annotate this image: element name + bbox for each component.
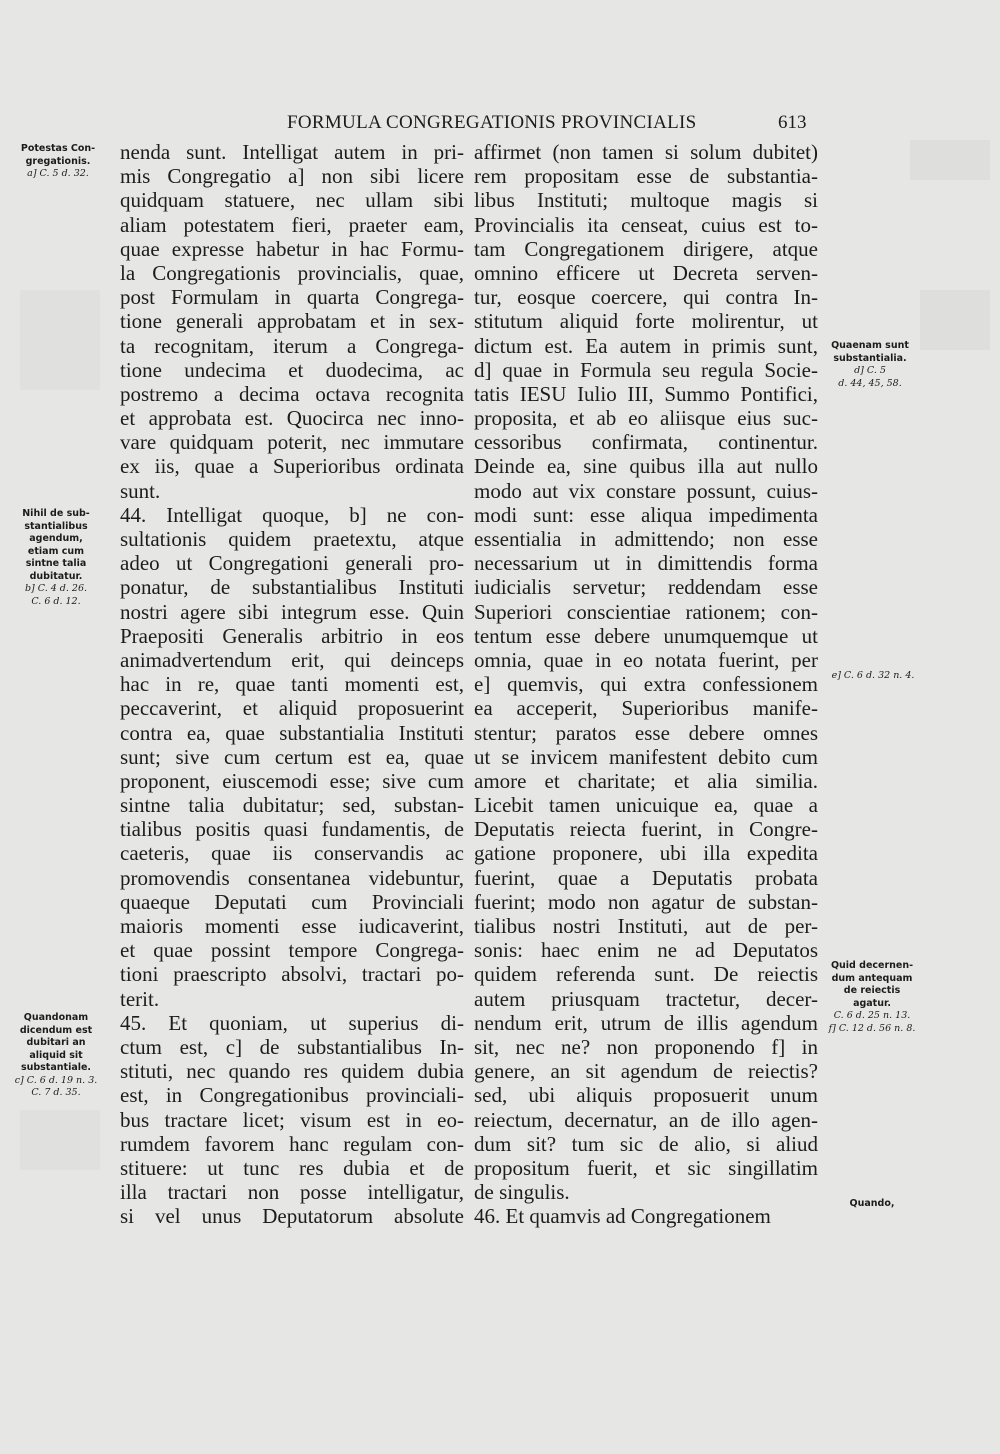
margin-note-title: dubitari an [26, 1037, 86, 1048]
text-line: ponatur, de substantialibus Instituti [120, 575, 464, 600]
text-line: stituere: ut tunc res dubia et de [120, 1155, 464, 1180]
margin-note-title: Potestas Con- [20, 143, 96, 154]
text-line: dum sit? tum sic de alio, si aliud [474, 1131, 818, 1156]
text-line: promovendis consentanea videbuntur, [120, 865, 464, 890]
text-line: iudicialis servetur; reddendam esse [474, 575, 818, 600]
margin-note-reference: d. 44, 45, 58. [838, 377, 902, 389]
text-line: rem propositam esse de substantia- [474, 164, 818, 189]
text-line: ctum est, c] de substantialibus In- [120, 1034, 464, 1059]
text-line: tam Congregationem dirigere, atque [474, 236, 818, 261]
text-line: tione generali approbatam et in sex- [120, 309, 464, 334]
text-line: Deputatis reiecta fuerint, in Congre- [474, 817, 818, 842]
margin-note-right-1 [820, 340, 920, 390]
text-line: rumdem favorem hanc regulam con- [120, 1131, 464, 1156]
page-number: 613 [778, 112, 807, 133]
text-line: est, in Congregationibus provinciali- [120, 1083, 464, 1108]
margin-note-left-2 [10, 508, 102, 608]
margin-note-right-3 [822, 960, 922, 1035]
margin-note-title: agatur. [853, 997, 891, 1009]
text-line: Superiori conscientiae rationem; con- [474, 599, 818, 624]
text-line: 44. Intelligat quoque, b] ne con- [120, 502, 464, 527]
margin-note-title: substantiale. [20, 1062, 92, 1073]
text-line: gatione proponere, ubi illa expedita [474, 841, 818, 866]
margin-note-reference: C. 6 d. 25 n. 13. [833, 1010, 911, 1021]
margin-note-reference: f] C. 12 d. 56 n. 8. [828, 1022, 916, 1034]
margin-note-title: agendum, [29, 533, 83, 544]
text-line: omnia, quae in eo notata fuerint, per [474, 647, 818, 672]
margin-note-right-2 [818, 670, 928, 683]
margin-note-title: dubitatur. [29, 570, 83, 582]
text-line: ex iis, quae a Superioribus ordinata [120, 454, 464, 479]
text-line: ut se invicem manifestent debito cum [474, 744, 818, 769]
text-line: stituti, nec quando res quidem dubia [120, 1059, 464, 1084]
margin-note-title: Quando, [849, 1198, 895, 1209]
text-line: post Formulam in quarta Congrega- [120, 285, 464, 310]
text-line: modi sunt: esse aliqua impedimenta [474, 502, 818, 527]
text-line: modo aut vix constare possunt, cuius- [474, 478, 818, 503]
text-line: mis Congregatio a] non sibi licere [120, 164, 464, 189]
text-line: caeteris, quae iis conservandis ac [120, 841, 464, 866]
margin-note-title: aliquid sit [29, 1049, 83, 1061]
text-line: tentum esse debere unumquemque ut [474, 623, 818, 648]
text-line: si vel unus Deputatorum absolute [120, 1204, 464, 1229]
text-line: tur, eosque coercere, qui contra In- [474, 285, 818, 310]
margin-note-reference: d] C. 5 [854, 365, 886, 376]
text-line: d] quae in Formula seu regula Socie- [474, 357, 818, 382]
right-text-column [474, 140, 818, 1228]
bleed-through-mark [20, 1110, 100, 1170]
margin-note-reference: c] C. 6 d. 19 n. 3. [14, 1074, 98, 1086]
text-line: e] quemvis, qui extra confessionem [474, 672, 818, 697]
text-line: 45. Et quoniam, ut superius di- [120, 1010, 464, 1035]
text-line: ea acceperit, Superioribus manife- [474, 696, 818, 721]
text-line: et approbata est. Quocirca nec inno- [120, 406, 464, 431]
margin-note-title: etiam cum [27, 545, 85, 557]
margin-note-reference: C. 6 d. 12. [31, 595, 81, 607]
margin-note-title: de reiectis [843, 985, 901, 996]
margin-note-title: Quaenam sunt [831, 340, 909, 351]
margin-note-reference: e] C. 6 d. 32 n. 4. [831, 670, 915, 681]
running-header-title: FORMULA CONGREGATIONIS PROVINCIALIS [287, 112, 697, 133]
text-line: sunt; sive cum certum est ea, quae [120, 744, 464, 769]
margin-note-right-4 [822, 1198, 922, 1211]
text-line: hac in re, quae tanti momenti est, [120, 672, 464, 697]
margin-note-title: dum antequam [831, 972, 913, 984]
text-line: sunt. [120, 478, 161, 503]
text-line: tialibus positis quasi fundamentis, de [120, 817, 464, 842]
margin-note-left-3 [10, 1012, 102, 1100]
margin-note-title: gregationis. [25, 155, 91, 167]
text-line: libus Instituti; multoque magis si [474, 188, 818, 213]
text-line: vare quidquam poterit, nec immutare [120, 430, 464, 455]
text-line: aliam potestatem fieri, praeter eam, [120, 212, 464, 237]
text-line: nendum erit, utrum de illis agendum [474, 1010, 818, 1035]
bleed-through-mark [20, 290, 100, 390]
bleed-through-mark [920, 290, 990, 350]
text-line: autem priusquam tractetur, decer- [474, 986, 818, 1011]
text-line: amore et charitate; et alia similia. [474, 768, 818, 793]
margin-note-title: substantialia. [833, 352, 907, 364]
text-line: adeo ut Congregationi generali pro- [120, 551, 464, 576]
margin-note-title: dicendum est [19, 1024, 93, 1036]
margin-note-reference: b] C. 4 d. 26. [24, 583, 88, 594]
text-line: postremo a decima octava recognita [120, 381, 464, 406]
text-line: fuerint, quae a Deputatis probata [474, 865, 818, 890]
margin-note-title: Nihil de sub- [22, 508, 90, 519]
text-line: sultationis quidem praetextu, atque [120, 527, 464, 551]
text-line: dictum est. Ea autem in primis sunt, [474, 333, 818, 358]
margin-note-title: Quid decernen- [830, 960, 914, 971]
text-line: maioris momenti esse iudicaverint, [120, 914, 464, 938]
text-line: animadvertendum erit, qui deinceps [120, 647, 464, 672]
text-line: sintne talia dubitatur; sed, substan- [120, 793, 464, 818]
text-line: propositum fuerit, et sic singillatim [474, 1155, 818, 1180]
text-line: proposita, et ab eo aliisque eius suc- [474, 406, 818, 431]
text-line: contra ea, quae substantialia Instituti [120, 720, 464, 745]
text-line: tialibus nostri Instituti, aut de per- [474, 914, 818, 938]
text-line: ta recognitam, iterum a Congrega- [120, 333, 464, 358]
margin-note-title: Quandonam [23, 1012, 89, 1023]
text-line: illa tractari non posse intelligatur, [120, 1180, 464, 1205]
margin-note-left-1 [12, 143, 104, 181]
text-line: sit, nec ne? non proponendo f] in [474, 1034, 818, 1059]
text-line: quae expresse habetur in hac Formu- [120, 236, 464, 261]
text-line: tione undecima et duodecima, ac [120, 357, 464, 382]
text-line: reiectum, decernatur, an de illo agen- [474, 1107, 818, 1132]
text-line: Deinde ea, sine quibus illa aut nullo [474, 454, 818, 479]
text-line: proponent, eiuscemodi esse; sive cum [120, 768, 464, 793]
text-line: peccaverint, et aliquid proposuerint [120, 696, 464, 721]
text-line: nenda sunt. Intelligat autem in pri- [120, 140, 464, 164]
text-line: quidquam statuere, nec ullam sibi [120, 188, 464, 213]
text-line: omnino efficere ut Decreta serven- [474, 260, 818, 285]
text-line: sonis: haec enim ne ad Deputatos [474, 938, 818, 963]
text-line: de singulis. [474, 1180, 570, 1205]
text-line: Provincialis ita censeat, cuius est to- [474, 212, 818, 237]
margin-note-reference: a] C. 5 d. 32. [27, 168, 89, 179]
text-line: Licebit tamen unicuique ea, quae a [474, 793, 818, 818]
text-line: tioni praescripto absolvi, tractari po- [120, 962, 464, 987]
text-line: stitutum aliquid forte molirentur, ut [474, 309, 818, 334]
left-text-column [120, 140, 464, 1228]
text-line: quaeque Deputati cum Provinciali [120, 889, 464, 914]
text-line: la Congregationis provincialis, quae, [120, 260, 464, 285]
text-line: stentur; paratos esse debere omnes [474, 720, 818, 745]
text-line: sed, ubi aliquis proposuerit unum [474, 1083, 818, 1108]
text-line: genere, an sit agendum de reiectis? [474, 1059, 818, 1084]
text-line: cessoribus confirmata, continentur. [474, 430, 818, 455]
text-line: 46. Et quamvis ad Congregationem [474, 1204, 771, 1229]
text-line: et quae possint tempore Congrega- [120, 938, 464, 963]
margin-note-title: sintne talia [25, 558, 87, 569]
text-line: nostri agere sibi integrum esse. Quin [120, 599, 464, 624]
text-line: terit. [120, 986, 160, 1011]
margin-note-reference: C. 7 d. 35. [31, 1087, 81, 1098]
text-line: affirmet (non tamen si solum dubitet) [474, 140, 818, 164]
text-line: tatis IESU Iulio III, Summo Pontifici, [474, 381, 818, 406]
margin-note-title: stantialibus [24, 520, 88, 532]
text-line: essentialia in admittendo; non esse [474, 527, 818, 551]
text-line: bus tractare licet; visum est in eo- [120, 1107, 464, 1132]
text-line: fuerint; modo non agatur de substan- [474, 889, 818, 914]
bleed-through-mark [910, 140, 990, 180]
text-line: necessarium ut in dimittendis forma [474, 551, 818, 576]
text-line: Praepositi Generalis arbitrio in eos [120, 623, 464, 648]
text-line: quidem referenda sunt. De reiectis [474, 962, 818, 987]
